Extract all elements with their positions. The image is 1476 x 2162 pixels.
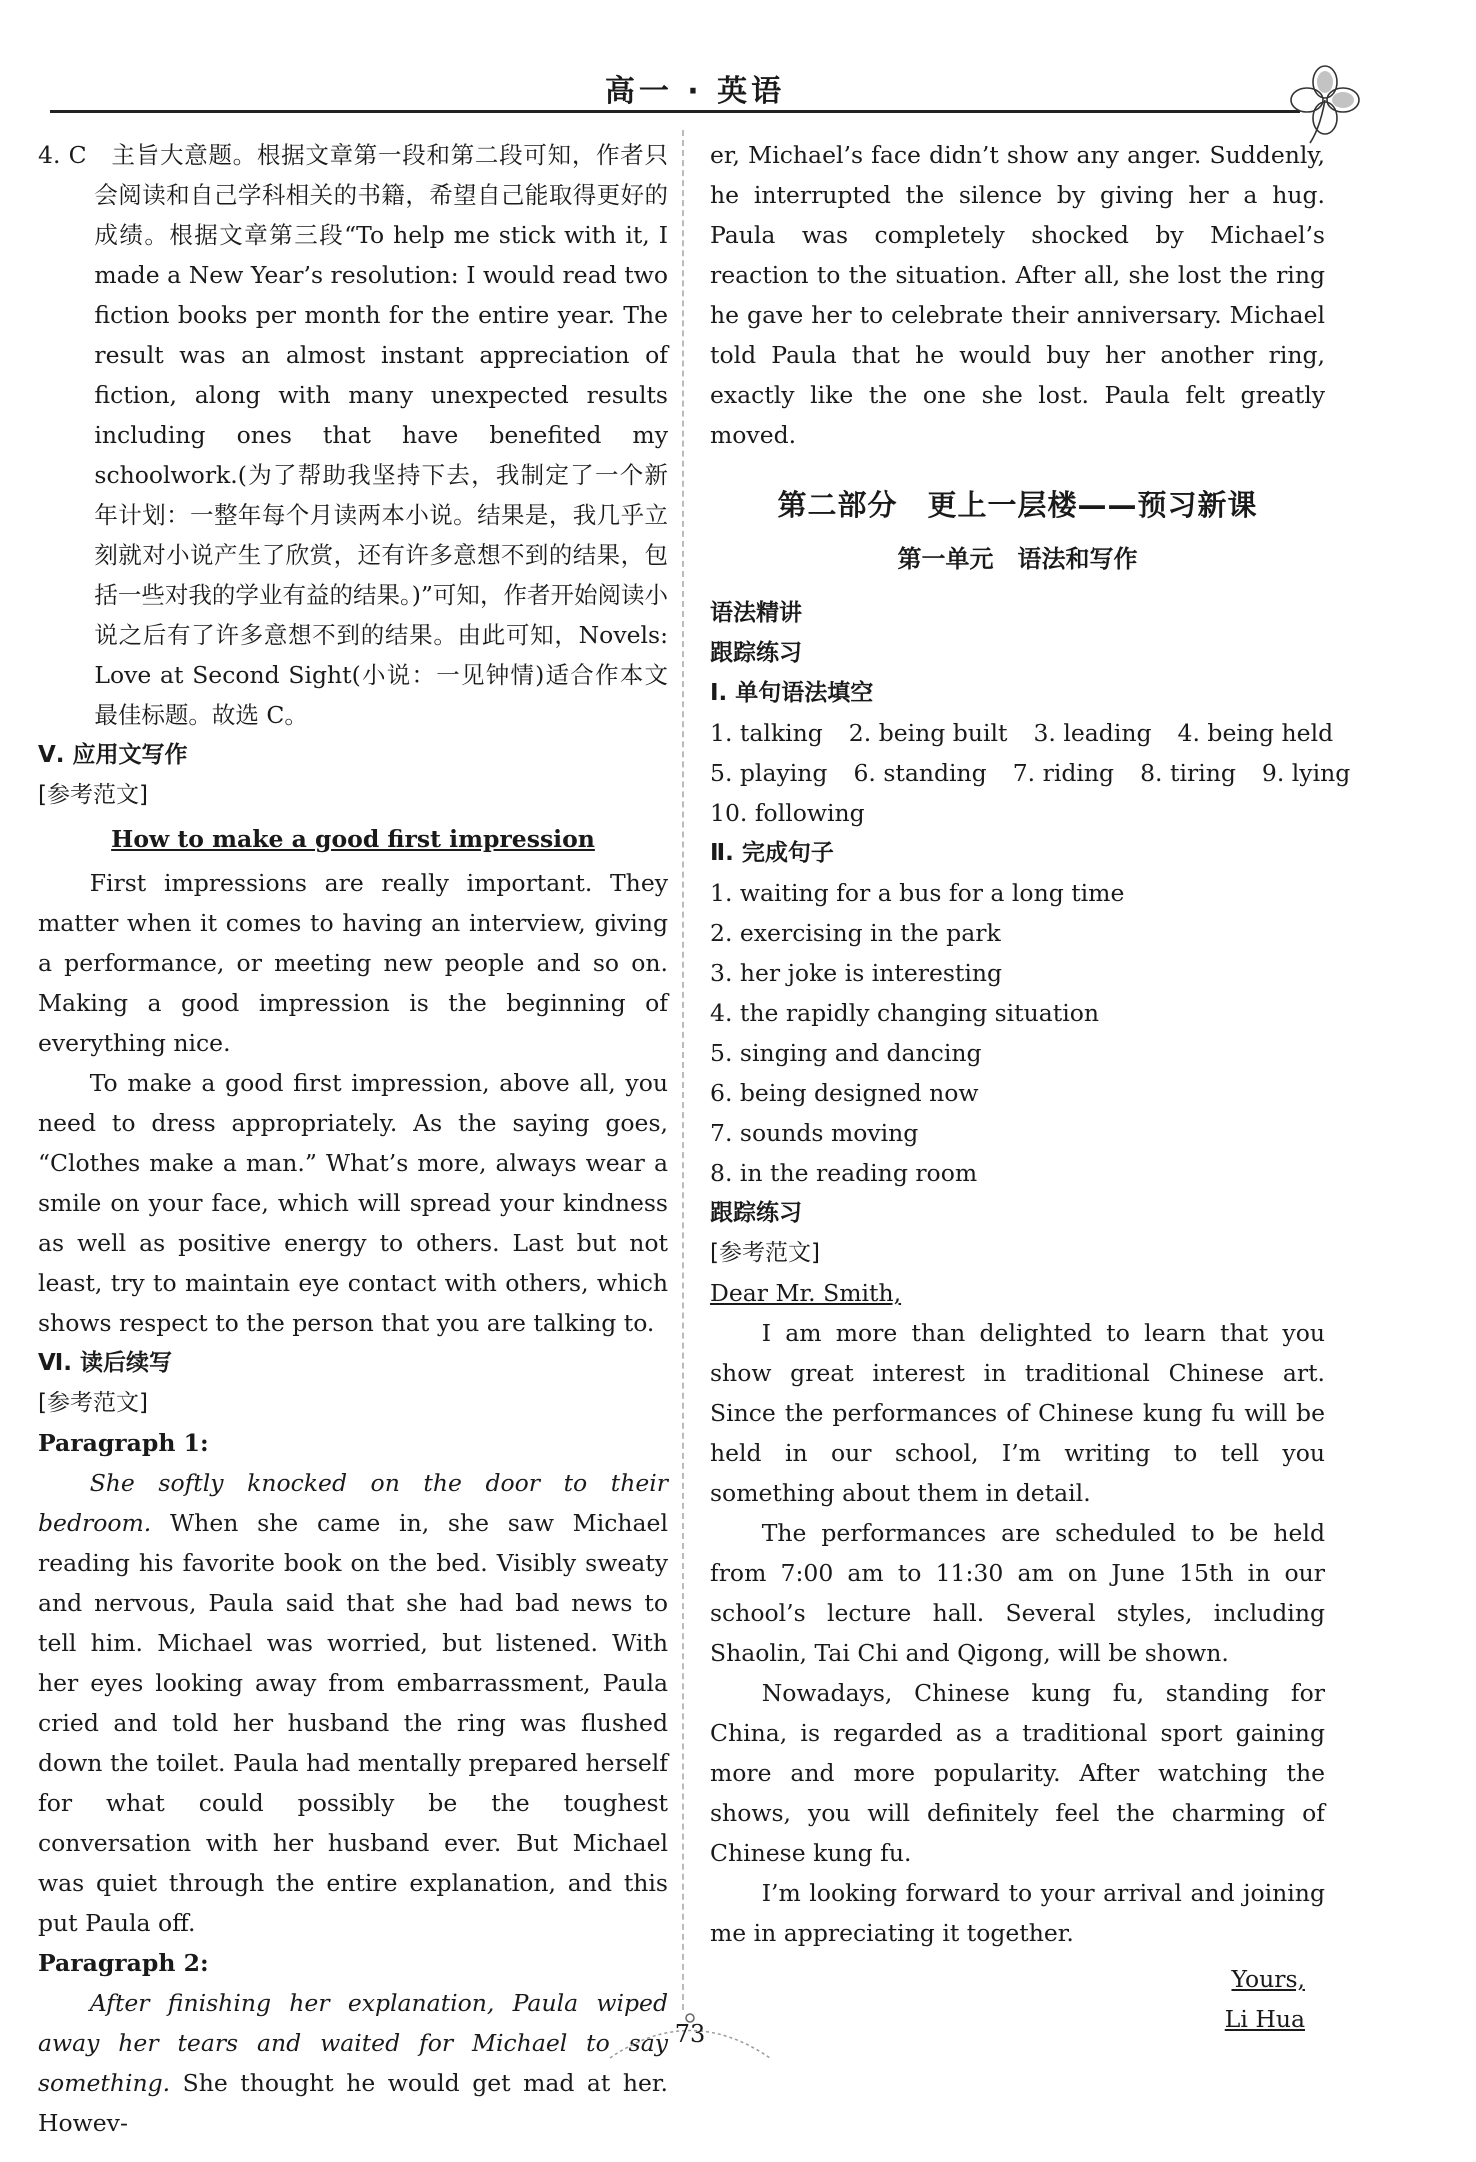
- right-column: [710, 135, 1351, 2039]
- letter-closing: Yours,: [1231, 1965, 1305, 1993]
- header-rule: [50, 110, 1300, 113]
- answer-item: 9. lying: [1261, 759, 1351, 787]
- paragraph-1-text: [38, 1463, 668, 1943]
- essay-paragraph: To make a good first impression, above all, you need to dress appropriately. As the saying goes, “Clothes make a man.” What’s more, always wear a smile on your face, which will spread your kindness as well as positive energy to others. Last but not least, try to maintain eye contact with others, which shows respect to the person that you are talking to.: [38, 1069, 668, 1337]
- answer-item: 8. tiring: [1140, 759, 1236, 787]
- answer-item: 1. waiting for a bus for a long time: [710, 879, 1125, 907]
- page-number: 73: [674, 2020, 706, 2048]
- exercise-1-heading: Ⅰ. 单句语法填空: [710, 680, 874, 706]
- paragraph-2-continued: er, Michael’s face didn’t show any anger. Suddenly, he interrupted the silence by giving her a hug. Paula was completely shocked by Michael’s reaction to the situation. After all, she lost the ring he gave her to celebrate their anniversary. Michael told Paula that he would buy her another ring, exactly like the one she lost. Paula felt greatly moved.: [710, 141, 1325, 449]
- letter-salutation: Dear Mr. Smith,: [710, 1279, 902, 1307]
- answer-item: 6. being designed now: [710, 1079, 979, 1107]
- answer-item: 6. standing: [853, 759, 987, 787]
- unit-title: 第一单元 语法和写作: [897, 545, 1138, 573]
- answer-item: 4. the rapidly changing situation: [710, 999, 1100, 1027]
- paragraph-1-body: When she came in, she saw Michael reading his favorite book on the bed. Visibly sweaty and nervous, Paula said that she had bad news to tell him. Michael was worried, but listened. With her eyes looking away from embarrassment, Paula cried and told her husband the ring was flushed down the toilet. Paula had mentally prepared herself for what could possibly be the toughest conversation with her husband ever. But Michael was quiet through the entire explanation, and this put Paula off.: [38, 1509, 668, 1937]
- answer-item: 2. exercising in the park: [710, 919, 1001, 947]
- answer-item: 7. sounds moving: [710, 1119, 919, 1147]
- practice-heading: 跟踪练习: [710, 640, 802, 666]
- answer-item: 10. following: [710, 799, 865, 827]
- answer-row: [710, 793, 1325, 833]
- paragraph-2-text: [38, 1983, 668, 2143]
- answer-item: 3. leading: [1033, 719, 1152, 747]
- letter-reference-label: [参考范文]: [710, 1240, 820, 1266]
- left-column: [38, 135, 668, 2143]
- column-divider: [682, 130, 684, 2010]
- grammar-heading: 语法精讲: [710, 600, 802, 626]
- section-6-heading: Ⅵ. 读后续写: [38, 1350, 173, 1376]
- paragraph-2-label: Paragraph 2:: [38, 1949, 209, 1977]
- letter-paragraph: I’m looking forward to your arrival and joining me in appreciating it together.: [710, 1879, 1325, 1947]
- letter-paragraph: I am more than delighted to learn that you show great interest in traditional Chinese art. Since the performances of Chinese kung fu will be held in our school, I’m writing to tell you something about them in detail.: [710, 1319, 1325, 1507]
- answer-item: 5. playing: [710, 759, 828, 787]
- page-header: [50, 60, 1340, 120]
- letter-signature: Li Hua: [1224, 2005, 1305, 2033]
- answer-item: 4. being held: [1177, 719, 1334, 747]
- section-5-heading: Ⅴ. 应用文写作: [38, 742, 188, 768]
- answer-item: 8. in the reading room: [710, 1159, 978, 1187]
- answer-q4: 4. C 主旨大意题。根据文章第一段和第二段可知，作者只会阅读和自己学科相关的书籍，希望自己能取得更好的成绩。根据文章第三段“To help me stick with it, I made a New Year’s resolution: I would read two fiction books per month for the entire year. The result was an almost instant appreciation of fiction, along with many unexpected results including ones that have benefited my schoolwork.(为了帮助我坚持下去，我制定了一个新年计划：一整年每个月读两本小说。结果是，我几乎立刻就对小说产生了欣赏，还有许多意想不到的结果，包括一些对我的学业有益的结果。)”可知，作者开始阅读小说之后有了许多意想不到的结果。由此可知，Novels: Love at Second Sight(小说：一见钟情)适合作本文最佳标题。故选 C。: [38, 141, 668, 729]
- answer-item: 5. singing and dancing: [710, 1039, 982, 1067]
- paragraph-2-lead: After finishing her explanation, Paula wiped away her tears and waited for Michael to say something.: [38, 1989, 668, 2097]
- answer-item: 3. her joke is interesting: [710, 959, 1003, 987]
- answer-item: 2. being built: [848, 719, 1008, 747]
- answer-row: [710, 713, 1334, 753]
- essay-paragraph: First impressions are really important. They matter when it comes to having an interview, giving a performance, or meeting new people and so on. Making a good impression is the beginning of everything nice.: [38, 869, 668, 1057]
- exercise-2-heading: Ⅱ. 完成句子: [710, 840, 834, 866]
- answer-item: 1. talking: [710, 719, 823, 747]
- letter-paragraph: The performances are scheduled to be held from 7:00 am to 11:30 am on June 15th in our school’s lecture hall. Several styles, including Shaolin, Tai Chi and Qigong, will be shown.: [710, 1519, 1325, 1667]
- section-6-reference-label: [参考范文]: [38, 1390, 148, 1416]
- essay-title: How to make a good first impression: [111, 825, 595, 853]
- answer-item: 7. riding: [1012, 759, 1115, 787]
- header-title: 高一 · 英语: [604, 74, 786, 109]
- paragraph-1-label: Paragraph 1:: [38, 1429, 209, 1457]
- paragraph-2-body: She thought he would get mad at her. Howev-: [38, 2069, 668, 2137]
- letter-paragraph: Nowadays, Chinese kung fu, standing for China, is regarded as a traditional sport gaining more and more popularity. After watching the shows, you will definitely feel the charming of Chinese kung fu.: [710, 1679, 1325, 1867]
- practice-heading: 跟踪练习: [710, 1200, 802, 1226]
- paragraph-1-lead: She softly knocked on the door to their bedroom.: [38, 1469, 668, 1537]
- section-5-reference-label: [参考范文]: [38, 782, 148, 808]
- part-title: 第二部分 更上一层楼——预习新课: [777, 488, 1258, 522]
- answer-row: [710, 753, 1351, 793]
